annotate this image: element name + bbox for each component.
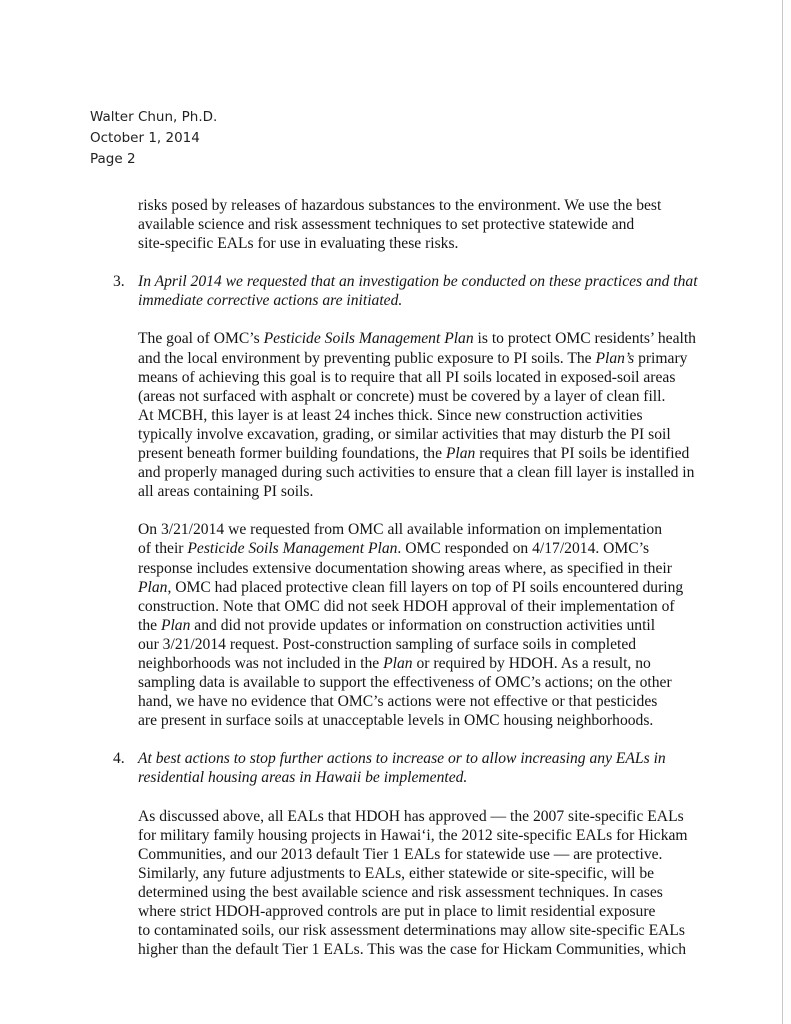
plan-ref: Plan xyxy=(138,578,168,596)
text-line: On 3/21/2014 we requested from OMC all available information on implementation xyxy=(138,521,663,539)
item-number: 4. xyxy=(113,750,125,768)
text-line: As discussed above, all EALs that HDOH has approved — the 2007 site-specific EALs xyxy=(138,807,684,825)
text-line: construction. Note that OMC did not seek HDOH approval of their implementation of xyxy=(138,597,675,615)
text-line: Communities, and our 2013 default Tier 1 EALs for statewide use — are protective. xyxy=(138,845,663,863)
text-line: typically involve excavation, grading, or similar activities that may disturb the PI soil xyxy=(138,425,671,443)
text-line: means of achieving this goal is to require that all PI soils located in exposed-soil areas xyxy=(138,368,676,386)
text-line: In April 2014 we requested that an investigation be conducted on these practices and that xyxy=(138,273,698,291)
recipient-name: Walter Chun, Ph.D. xyxy=(90,109,218,125)
intro-paragraph xyxy=(138,196,698,253)
text-line: all areas containing PI soils. xyxy=(138,483,314,501)
text-line: and properly managed during such activities to ensure that a clean fill layer is installed in xyxy=(138,464,695,482)
text-line: risks posed by releases of hazardous substances to the environment. We use the best xyxy=(138,197,662,214)
text-line: At best actions to stop further actions to increase or to allow increasing any EALs in xyxy=(138,750,666,768)
item-number: 3. xyxy=(113,273,125,291)
text-line: for military family housing projects in Hawai‘i, the 2012 site-specific EALs for Hickam xyxy=(138,826,688,844)
text-line: sampling data is available to support the effectiveness of OMC’s actions; on the other xyxy=(138,674,672,692)
text-line: Plan, OMC had placed protective clean fill layers on top of PI soils encountered during xyxy=(138,578,684,596)
plan-ref: Plan xyxy=(160,616,191,634)
plan-title: Pesticide Soils Management Plan xyxy=(187,540,398,558)
letter-header xyxy=(90,107,217,170)
plan-ref: Plan xyxy=(383,654,413,672)
eals-discussion-paragraph xyxy=(138,807,698,960)
letter-date: October 1, 2014 xyxy=(90,130,200,146)
text-line: neighborhoods was not included in the Plan or required by HDOH. As a result, no xyxy=(138,654,651,672)
text-line: and the local environment by preventing public exposure to PI soils. The Plan’s primary xyxy=(138,349,688,367)
text-line: are present in surface soils at unacceptable levels in OMC housing neighborhoods. xyxy=(138,712,654,730)
text-line: where strict HDOH-approved controls are put in place to limit residential exposure xyxy=(138,903,656,920)
text-line: our 3/21/2014 request. Post-construction sampling of surface soils in completed xyxy=(138,635,637,653)
text-line: response includes extensive documentation showing areas where, as specified in their xyxy=(138,559,672,577)
text-line: present beneath former building foundations, the Plan requires that PI soils be identified xyxy=(138,445,690,463)
text-line: determined using the best available science and risk assessment techniques. In cases xyxy=(138,883,663,901)
item-3-heading xyxy=(113,272,698,310)
text-line: available science and risk assessment techniques to set protective statewide and xyxy=(138,216,635,234)
text-line: to contaminated soils, our risk assessment determinations may allow site-specific EALs xyxy=(138,922,685,940)
text-line: hand, we have no evidence that OMC’s actions were not effective or that pesticides xyxy=(138,693,658,711)
item-4-heading xyxy=(113,749,698,787)
text-line: higher than the default Tier 1 EALs. This was the case for Hickam Communities, which xyxy=(138,941,686,959)
page-number: Page 2 xyxy=(90,151,136,167)
text-line: of their Pesticide Soils Management Plan. OMC responded on 4/17/2014. OMC’s xyxy=(138,540,650,558)
letter-body xyxy=(113,196,698,959)
plan-goal-paragraph xyxy=(138,329,698,501)
text-line: (areas not surfaced with asphalt or concrete) must be covered by a layer of clean fill. xyxy=(138,387,666,405)
page-edge-line xyxy=(782,0,783,1024)
omc-response-paragraph xyxy=(138,520,698,730)
plan-title: Pesticide Soils Management Plan xyxy=(263,330,474,348)
text-line: site-specific EALs for use in evaluating these risks. xyxy=(138,235,459,253)
text-line: At MCBH, this layer is at least 24 inches thick. Since new construction activities xyxy=(138,406,643,424)
text-line: Similarly, any future adjustments to EALs, either statewide or site-specific, will be xyxy=(138,864,655,882)
plan-ref: Plan’s xyxy=(595,349,635,367)
text-line: The goal of OMC’s Pesticide Soils Management Plan is to protect OMC residents’ health xyxy=(138,330,696,348)
text-line: residential housing areas in Hawaii be implemented. xyxy=(138,769,468,787)
text-line: the Plan and did not provide updates or information on construction activities until xyxy=(138,616,656,634)
text-line: immediate corrective actions are initiated. xyxy=(138,292,403,310)
plan-ref: Plan xyxy=(445,445,476,463)
